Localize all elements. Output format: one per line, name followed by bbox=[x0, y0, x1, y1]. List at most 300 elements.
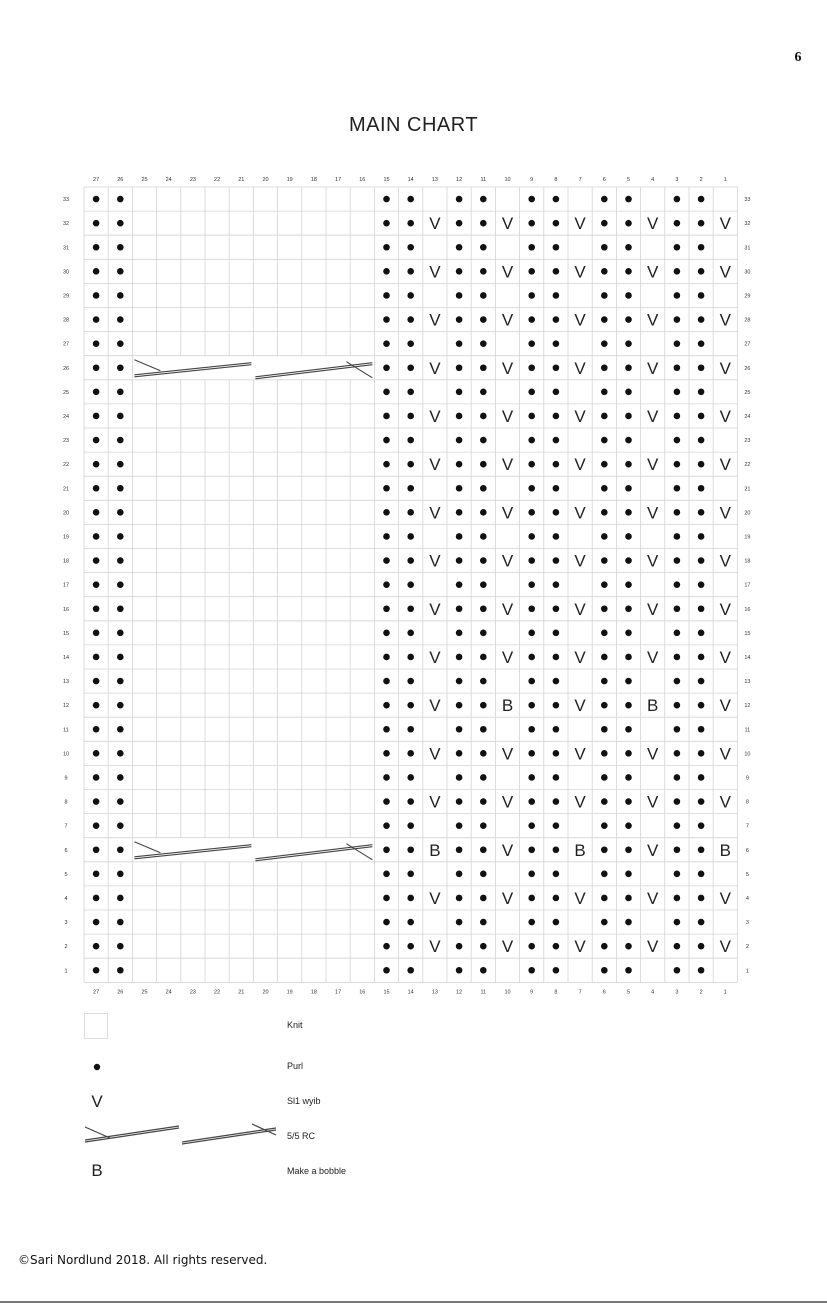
purl-stitch bbox=[407, 871, 414, 878]
page-number: 6 bbox=[794, 50, 802, 65]
purl-stitch bbox=[698, 605, 705, 612]
purl-stitch bbox=[117, 244, 124, 251]
purl-stitch bbox=[480, 340, 487, 347]
purl-stitch bbox=[117, 678, 124, 685]
column-number-bottom: 25 bbox=[141, 989, 148, 996]
purl-stitch bbox=[117, 967, 124, 974]
purl-stitch bbox=[528, 943, 535, 950]
copyright-notice: ©Sari Nordlund 2018. All rights reserved. bbox=[18, 1253, 268, 1267]
column-number-bottom: 27 bbox=[93, 989, 100, 996]
purl-stitch bbox=[93, 654, 100, 661]
slip-stitch: V bbox=[574, 358, 586, 378]
purl-stitch bbox=[674, 316, 681, 323]
column-number-top: 21 bbox=[238, 177, 245, 183]
purl-stitch bbox=[480, 196, 487, 203]
purl-stitch bbox=[674, 581, 681, 588]
purl-stitch bbox=[93, 919, 100, 926]
purl-stitch bbox=[528, 461, 535, 468]
row-number-right: 17 bbox=[744, 582, 751, 589]
slip-stitch: V bbox=[647, 792, 659, 812]
slip-stitch: V bbox=[647, 599, 659, 619]
purl-stitch bbox=[456, 389, 463, 396]
purl-stitch bbox=[93, 461, 100, 468]
row-number-left: 30 bbox=[62, 269, 70, 276]
row-number-right: 11 bbox=[744, 727, 751, 734]
purl-stitch bbox=[698, 340, 705, 347]
slip-stitch: V bbox=[429, 696, 441, 716]
purl-stitch bbox=[625, 654, 632, 661]
purl-stitch bbox=[625, 557, 632, 564]
row-number-left: 10 bbox=[62, 751, 70, 758]
slip-stitch: V bbox=[429, 262, 441, 282]
purl-stitch bbox=[383, 268, 390, 275]
row-number-right: 21 bbox=[744, 486, 751, 493]
purl-stitch bbox=[117, 798, 124, 805]
purl-stitch bbox=[93, 485, 100, 492]
purl-stitch bbox=[456, 292, 463, 299]
purl-stitch bbox=[601, 678, 608, 685]
purl-stitch bbox=[383, 533, 390, 540]
purl-stitch bbox=[553, 605, 560, 612]
purl-stitch bbox=[480, 605, 487, 612]
purl-stitch bbox=[698, 316, 705, 323]
purl-stitch bbox=[601, 292, 608, 299]
purl-stitch bbox=[480, 364, 487, 371]
purl-stitch bbox=[698, 389, 705, 396]
column-number-bottom: 13 bbox=[431, 989, 438, 996]
legend-purl-label: Purl bbox=[287, 1061, 304, 1071]
purl-stitch bbox=[553, 509, 560, 516]
slip-stitch: V bbox=[501, 503, 514, 523]
column-number-bottom: 21 bbox=[238, 989, 245, 996]
purl-stitch bbox=[553, 220, 560, 227]
purl-stitch bbox=[553, 871, 560, 878]
column-number-top: 7 bbox=[578, 177, 582, 183]
purl-stitch bbox=[528, 340, 535, 347]
slip-stitch: V bbox=[647, 551, 659, 571]
purl-stitch bbox=[93, 798, 100, 805]
purl-stitch bbox=[407, 678, 414, 685]
purl-stitch bbox=[407, 630, 414, 637]
row-number-left: 17 bbox=[62, 582, 70, 589]
purl-stitch bbox=[528, 822, 535, 829]
purl-stitch bbox=[407, 437, 414, 444]
row-number-left: 16 bbox=[62, 606, 70, 613]
purl-stitch bbox=[456, 726, 463, 733]
purl-stitch bbox=[480, 292, 487, 299]
row-number-left: 1 bbox=[64, 968, 68, 975]
purl-stitch bbox=[93, 678, 100, 685]
purl-stitch bbox=[625, 268, 632, 275]
purl-stitch bbox=[456, 750, 463, 757]
row-number-left: 18 bbox=[62, 558, 70, 565]
purl-stitch bbox=[674, 654, 681, 661]
row-number-left: 14 bbox=[62, 654, 70, 661]
purl-stitch bbox=[383, 967, 390, 974]
purl-stitch bbox=[698, 364, 705, 371]
purl-stitch bbox=[625, 485, 632, 492]
slip-stitch: V bbox=[574, 744, 586, 764]
purl-stitch bbox=[117, 895, 124, 902]
column-number-top: 3 bbox=[675, 177, 679, 183]
purl-stitch bbox=[601, 895, 608, 902]
purl-stitch bbox=[407, 605, 414, 612]
legend-bobble-swatch bbox=[84, 1157, 114, 1181]
purl-stitch bbox=[407, 196, 414, 203]
purl-stitch bbox=[456, 413, 463, 420]
purl-stitch bbox=[601, 364, 608, 371]
purl-stitch bbox=[407, 509, 414, 516]
purl-stitch bbox=[625, 413, 632, 420]
purl-stitch bbox=[698, 678, 705, 685]
purl-stitch bbox=[528, 196, 535, 203]
slip-stitch: V bbox=[429, 455, 441, 475]
row-number-right: 23 bbox=[744, 438, 751, 445]
cable-cell bbox=[133, 838, 374, 861]
bobble-stitch: B bbox=[719, 840, 731, 860]
slip-stitch: V bbox=[719, 262, 731, 282]
purl-stitch bbox=[383, 244, 390, 251]
bobble-stitch: B bbox=[429, 840, 441, 860]
slip-stitch: V bbox=[574, 647, 586, 667]
row-number-left: 5 bbox=[64, 871, 68, 878]
purl-stitch bbox=[117, 268, 124, 275]
purl-stitch bbox=[456, 437, 463, 444]
purl-stitch bbox=[117, 654, 124, 661]
purl-stitch bbox=[480, 630, 487, 637]
slip-stitch: V bbox=[501, 214, 514, 234]
column-number-top: 5 bbox=[626, 177, 631, 183]
purl-stitch bbox=[93, 437, 100, 444]
bobble-stitch: B bbox=[574, 840, 586, 860]
purl-stitch bbox=[553, 798, 560, 805]
purl-stitch bbox=[407, 461, 414, 468]
slip-stitch: V bbox=[719, 744, 731, 764]
purl-stitch bbox=[698, 485, 705, 492]
slip-stitch: V bbox=[719, 599, 731, 619]
column-number-bottom: 23 bbox=[189, 989, 196, 996]
slip-stitch: V bbox=[574, 937, 586, 957]
purl-stitch bbox=[407, 726, 414, 733]
purl-stitch bbox=[698, 292, 705, 299]
slip-stitch: V bbox=[429, 744, 441, 764]
purl-stitch bbox=[553, 292, 560, 299]
purl-stitch bbox=[407, 364, 414, 371]
row-number-left: 24 bbox=[62, 413, 70, 420]
column-number-top: 16 bbox=[359, 177, 366, 183]
purl-stitch bbox=[674, 389, 681, 396]
row-number-right: 1 bbox=[745, 968, 749, 975]
purl-stitch bbox=[528, 364, 535, 371]
purl-stitch bbox=[407, 822, 414, 829]
column-number-bottom: 7 bbox=[578, 989, 582, 996]
purl-stitch bbox=[480, 485, 487, 492]
purl-stitch bbox=[553, 726, 560, 733]
column-number-bottom: 20 bbox=[262, 989, 269, 996]
purl-stitch bbox=[93, 750, 100, 757]
purl-stitch bbox=[383, 509, 390, 516]
purl-stitch bbox=[601, 605, 608, 612]
purl-stitch bbox=[698, 557, 705, 564]
row-number-left: 27 bbox=[62, 341, 70, 348]
row-number-left: 3 bbox=[64, 920, 68, 927]
column-number-bottom: 6 bbox=[602, 989, 606, 996]
purl-stitch bbox=[456, 485, 463, 492]
purl-stitch bbox=[383, 581, 390, 588]
legend-slip-swatch bbox=[84, 1089, 114, 1113]
purl-stitch bbox=[674, 798, 681, 805]
column-number-top: 12 bbox=[456, 177, 463, 183]
slip-stitch: V bbox=[501, 792, 514, 812]
purl-stitch bbox=[528, 437, 535, 444]
purl-stitch bbox=[117, 292, 124, 299]
purl-stitch bbox=[456, 461, 463, 468]
purl-stitch bbox=[117, 413, 124, 420]
purl-stitch bbox=[383, 871, 390, 878]
row-number-right: 15 bbox=[744, 630, 751, 637]
purl-stitch bbox=[698, 509, 705, 516]
purl-stitch bbox=[625, 605, 632, 612]
purl-stitch bbox=[117, 461, 124, 468]
column-number-top: 18 bbox=[310, 177, 317, 183]
purl-stitch bbox=[674, 196, 681, 203]
column-number-bottom: 16 bbox=[359, 989, 366, 996]
purl-stitch bbox=[625, 316, 632, 323]
purl-stitch bbox=[117, 605, 124, 612]
purl-stitch bbox=[117, 557, 124, 564]
slip-stitch: V bbox=[501, 551, 514, 571]
purl-stitch bbox=[625, 389, 632, 396]
purl-stitch bbox=[456, 605, 463, 612]
row-number-left: 22 bbox=[62, 462, 70, 469]
purl-stitch bbox=[117, 389, 124, 396]
purl-stitch bbox=[456, 895, 463, 902]
column-number-top: 22 bbox=[214, 177, 221, 183]
bobble-stitch: B bbox=[501, 696, 514, 716]
purl-stitch bbox=[117, 822, 124, 829]
slip-stitch: V bbox=[647, 503, 659, 523]
purl-stitch bbox=[601, 268, 608, 275]
purl-stitch bbox=[601, 846, 608, 853]
purl-stitch bbox=[698, 413, 705, 420]
purl-stitch bbox=[528, 413, 535, 420]
purl-stitch bbox=[698, 533, 705, 540]
purl-stitch bbox=[625, 220, 632, 227]
purl-stitch bbox=[480, 654, 487, 661]
column-number-bottom: 24 bbox=[165, 989, 172, 996]
row-number-right: 14 bbox=[744, 654, 751, 661]
purl-stitch bbox=[698, 437, 705, 444]
slip-stitch: V bbox=[429, 792, 441, 812]
purl-stitch bbox=[674, 437, 681, 444]
purl-stitch bbox=[383, 485, 390, 492]
slip-stitch: V bbox=[574, 214, 586, 234]
purl-stitch bbox=[117, 437, 124, 444]
purl-stitch bbox=[553, 678, 560, 685]
purl-stitch bbox=[674, 461, 681, 468]
purl-dot-icon bbox=[94, 1064, 100, 1070]
purl-stitch bbox=[625, 919, 632, 926]
purl-stitch bbox=[480, 244, 487, 251]
slip-stitch: V bbox=[429, 406, 441, 426]
slip-stitch: V bbox=[501, 406, 514, 426]
purl-stitch bbox=[407, 895, 414, 902]
slip-stitch: V bbox=[719, 551, 731, 571]
column-number-bottom: 14 bbox=[407, 989, 414, 996]
slip-stitch: V bbox=[501, 647, 514, 667]
purl-stitch bbox=[93, 244, 100, 251]
column-number-top: 15 bbox=[383, 177, 390, 183]
purl-stitch bbox=[674, 557, 681, 564]
purl-stitch bbox=[553, 437, 560, 444]
slip-stitch: V bbox=[429, 551, 441, 571]
row-number-right: 10 bbox=[744, 751, 751, 758]
purl-stitch bbox=[553, 895, 560, 902]
purl-stitch bbox=[407, 919, 414, 926]
purl-stitch bbox=[480, 533, 487, 540]
purl-stitch bbox=[383, 461, 390, 468]
slip-stitch: V bbox=[719, 406, 731, 426]
purl-stitch bbox=[407, 389, 414, 396]
row-number-right: 28 bbox=[744, 317, 751, 324]
column-number-top: 8 bbox=[554, 177, 558, 183]
purl-stitch bbox=[674, 750, 681, 757]
purl-stitch bbox=[407, 220, 414, 227]
slip-stitch: V bbox=[429, 888, 441, 908]
purl-stitch bbox=[528, 557, 535, 564]
purl-stitch bbox=[480, 774, 487, 781]
purl-stitch bbox=[625, 533, 632, 540]
purl-stitch bbox=[698, 702, 705, 709]
purl-stitch bbox=[456, 967, 463, 974]
purl-stitch bbox=[407, 268, 414, 275]
purl-stitch bbox=[601, 630, 608, 637]
purl-stitch bbox=[117, 750, 124, 757]
purl-stitch bbox=[456, 846, 463, 853]
purl-stitch bbox=[117, 533, 124, 540]
slip-stitch: V bbox=[429, 503, 441, 523]
purl-stitch bbox=[698, 846, 705, 853]
purl-stitch bbox=[528, 678, 535, 685]
purl-stitch bbox=[383, 389, 390, 396]
purl-stitch bbox=[528, 630, 535, 637]
purl-stitch bbox=[601, 509, 608, 516]
purl-stitch bbox=[674, 292, 681, 299]
row-number-left: 7 bbox=[64, 823, 68, 830]
slip-stitch: V bbox=[647, 262, 659, 282]
purl-stitch bbox=[601, 413, 608, 420]
purl-stitch bbox=[625, 750, 632, 757]
purl-stitch bbox=[117, 630, 124, 637]
purl-stitch bbox=[117, 943, 124, 950]
purl-stitch bbox=[407, 702, 414, 709]
purl-stitch bbox=[480, 316, 487, 323]
purl-stitch bbox=[117, 702, 124, 709]
row-number-left: 31 bbox=[62, 245, 70, 252]
purl-stitch bbox=[528, 533, 535, 540]
slip-stitch: V bbox=[429, 937, 441, 957]
row-number-left: 20 bbox=[62, 510, 70, 517]
purl-stitch bbox=[601, 557, 608, 564]
column-number-bottom: 18 bbox=[310, 989, 317, 996]
row-number-right: 5 bbox=[745, 871, 749, 878]
slip-stitch: V bbox=[429, 310, 441, 330]
row-number-right: 20 bbox=[744, 510, 751, 517]
slip-v-icon: V bbox=[91, 1092, 103, 1111]
purl-stitch bbox=[407, 485, 414, 492]
purl-stitch bbox=[601, 533, 608, 540]
legend-cable-swatch bbox=[84, 1120, 284, 1150]
purl-stitch bbox=[407, 340, 414, 347]
purl-stitch bbox=[528, 919, 535, 926]
column-number-top: 26 bbox=[117, 177, 124, 183]
purl-stitch bbox=[553, 774, 560, 781]
purl-stitch bbox=[456, 943, 463, 950]
column-number-top: 14 bbox=[407, 177, 414, 183]
purl-stitch bbox=[407, 244, 414, 251]
purl-stitch bbox=[383, 895, 390, 902]
purl-stitch bbox=[480, 678, 487, 685]
row-number-left: 28 bbox=[62, 317, 70, 324]
purl-stitch bbox=[601, 316, 608, 323]
row-number-right: 18 bbox=[744, 558, 751, 565]
bottom-divider bbox=[0, 1301, 827, 1303]
legend-cable-label: 5/5 RC bbox=[287, 1131, 316, 1141]
purl-stitch bbox=[480, 389, 487, 396]
purl-stitch bbox=[553, 630, 560, 637]
purl-stitch bbox=[625, 871, 632, 878]
purl-stitch bbox=[553, 702, 560, 709]
purl-stitch bbox=[383, 364, 390, 371]
row-number-left: 4 bbox=[64, 895, 68, 902]
column-number-bottom: 9 bbox=[530, 989, 534, 996]
purl-stitch bbox=[480, 268, 487, 275]
purl-stitch bbox=[383, 654, 390, 661]
purl-stitch bbox=[553, 461, 560, 468]
column-number-bottom: 17 bbox=[335, 989, 342, 996]
purl-stitch bbox=[674, 943, 681, 950]
row-number-right: 31 bbox=[744, 245, 751, 252]
purl-stitch bbox=[117, 726, 124, 733]
purl-stitch bbox=[698, 654, 705, 661]
column-number-bottom: 3 bbox=[675, 989, 679, 996]
slip-stitch: V bbox=[719, 358, 731, 378]
purl-stitch bbox=[528, 967, 535, 974]
purl-stitch bbox=[674, 268, 681, 275]
purl-stitch bbox=[480, 871, 487, 878]
purl-stitch bbox=[601, 437, 608, 444]
purl-stitch bbox=[528, 774, 535, 781]
purl-stitch bbox=[480, 509, 487, 516]
column-number-top: 11 bbox=[480, 177, 487, 183]
column-number-bottom: 19 bbox=[286, 989, 293, 996]
purl-stitch bbox=[480, 581, 487, 588]
purl-stitch bbox=[407, 798, 414, 805]
column-number-bottom: 5 bbox=[626, 989, 631, 996]
purl-stitch bbox=[93, 822, 100, 829]
row-number-right: 26 bbox=[744, 365, 751, 372]
purl-stitch bbox=[93, 557, 100, 564]
slip-stitch: V bbox=[501, 937, 514, 957]
row-number-right: 8 bbox=[745, 799, 749, 806]
purl-stitch bbox=[93, 630, 100, 637]
row-number-left: 29 bbox=[62, 293, 70, 300]
purl-stitch bbox=[383, 630, 390, 637]
row-number-right: 24 bbox=[744, 413, 751, 420]
purl-stitch bbox=[601, 654, 608, 661]
slip-stitch: V bbox=[574, 406, 586, 426]
purl-stitch bbox=[625, 774, 632, 781]
